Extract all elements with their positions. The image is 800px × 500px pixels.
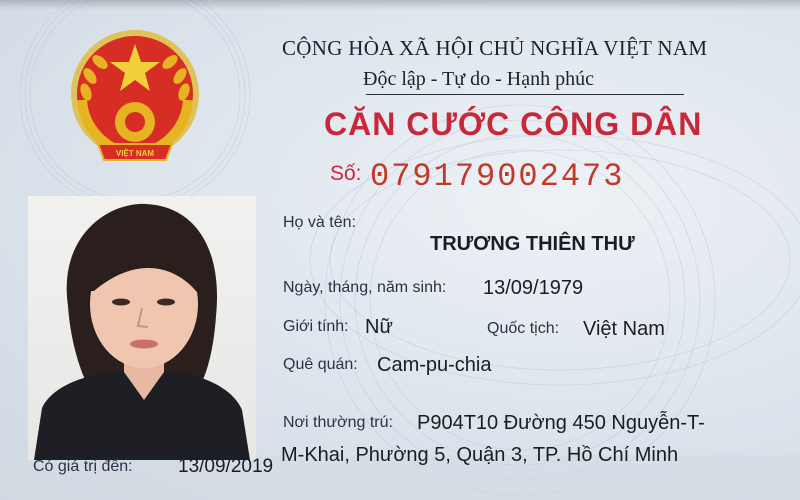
national-motto: Độc lập - Tự do - Hạnh phúc (363, 68, 594, 90)
country-name: CỘNG HÒA XÃ HỘI CHỦ NGHĨA VIỆT NAM (282, 36, 708, 60)
name-label: Họ và tên: (283, 214, 356, 231)
person-portrait-icon (28, 196, 256, 460)
nationality-value: Việt Nam (583, 318, 665, 340)
top-shadow (0, 0, 800, 10)
hometown-label: Quê quán: (283, 356, 358, 373)
expiry-label: Có giá trị đến: (33, 458, 133, 475)
national-emblem-icon (60, 22, 210, 172)
hometown-value: Cam-pu-chia (377, 354, 492, 376)
motto-underline (366, 94, 684, 95)
dob-label: Ngày, tháng, năm sinh: (283, 279, 447, 296)
residence-line-1: P904T10 Đường 450 Nguyễn-T- (417, 412, 705, 434)
sex-label: Giới tính: (283, 318, 349, 335)
residence-label: Nơi thường trú: (283, 414, 393, 431)
id-number-value: 079179002473 (370, 158, 625, 195)
id-number-label: Số: (330, 162, 362, 185)
residence-line-2: M-Khai, Phường 5, Quận 3, TP. Hồ Chí Minh (281, 444, 679, 466)
name-value: TRƯƠNG THIÊN THƯ (430, 233, 635, 255)
emblem-banner-text: VIỆT NAM (115, 149, 155, 158)
sex-value: Nữ (365, 316, 393, 338)
document-title: CĂN CƯỚC CÔNG DÂN (324, 106, 703, 142)
dob-value: 13/09/1979 (483, 277, 584, 299)
expiry-value: 13/09/2019 (178, 456, 274, 477)
nationality-label: Quốc tịch: (487, 320, 560, 337)
portrait-photo (28, 196, 256, 460)
